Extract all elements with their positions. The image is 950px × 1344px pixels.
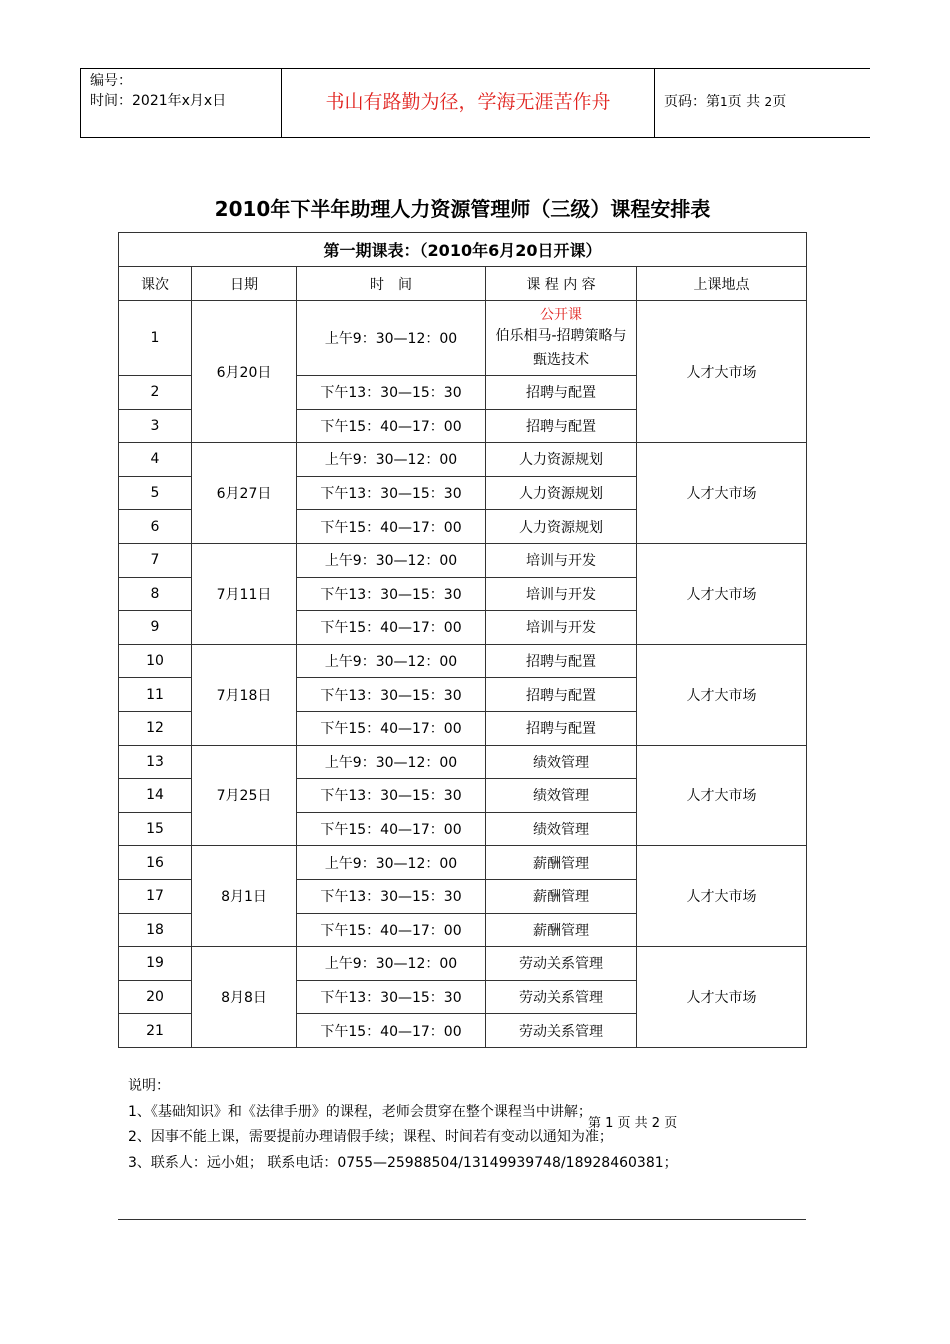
session-time: 上午9：30—12：00 — [297, 543, 486, 577]
session-time: 上午9：30—12：00 — [297, 644, 486, 678]
session-number: 15 — [119, 812, 192, 846]
session-time: 下午15：40—17：00 — [297, 409, 486, 443]
session-number: 1 — [119, 301, 192, 376]
session-topic: 培训与开发 — [486, 543, 637, 577]
session-time: 下午15：40—17：00 — [297, 812, 486, 846]
session-topic: 薪酬管理 — [486, 913, 637, 947]
period-title: 第一期课表：（2010年6月20日开课） — [119, 233, 807, 267]
session-number: 13 — [119, 745, 192, 779]
session-time: 下午15：40—17：00 — [297, 711, 486, 745]
course-schedule-table — [118, 232, 807, 1048]
session-number: 2 — [119, 376, 192, 410]
session-time: 上午9：30—12：00 — [297, 745, 486, 779]
page-overlay-text: 第 1 页 共 2 页 — [588, 1116, 678, 1131]
session-number: 11 — [119, 678, 192, 712]
header-divider — [654, 69, 655, 137]
session-topic: 培训与开发 — [486, 611, 637, 645]
session-location: 人才大市场 — [637, 301, 807, 443]
session-time: 下午13：30—15：30 — [297, 476, 486, 510]
session-topic: 薪酬管理 — [486, 879, 637, 913]
session-topic: 绩效管理 — [486, 779, 637, 813]
session-location: 人才大市场 — [637, 745, 807, 846]
session-topic: 劳动关系管理 — [486, 947, 637, 981]
session-topic: 人力资源规划 — [486, 476, 637, 510]
session-location: 人才大市场 — [637, 644, 807, 745]
session-number: 16 — [119, 846, 192, 880]
session-number: 5 — [119, 476, 192, 510]
document-number-label: 编号： — [90, 73, 132, 89]
session-topic: 招聘与配置 — [486, 678, 637, 712]
session-time: 上午9：30—12：00 — [297, 443, 486, 477]
session-topic: 招聘与配置 — [486, 644, 637, 678]
header-meta — [90, 71, 226, 111]
session-location: 人才大市场 — [637, 543, 807, 644]
session-number: 21 — [119, 1014, 192, 1048]
page-number: 页码：第1页 共 2页 — [664, 94, 787, 110]
session-time: 上午9：30—12：00 — [297, 846, 486, 880]
session-number: 20 — [119, 980, 192, 1014]
session-date: 6月27日 — [192, 443, 297, 544]
session-time: 下午13：30—15：30 — [297, 879, 486, 913]
session-location: 人才大市场 — [637, 947, 807, 1048]
session-topic: 人力资源规划 — [486, 443, 637, 477]
header-divider — [80, 69, 81, 137]
column-header-location: 上课地点 — [637, 267, 807, 301]
column-header-session: 课次 — [119, 267, 192, 301]
session-number: 4 — [119, 443, 192, 477]
session-topic: 招聘与配置 — [486, 711, 637, 745]
session-number: 17 — [119, 879, 192, 913]
session-date: 8月8日 — [192, 947, 297, 1048]
session-topic-text: 伯乐相马-招聘策略与甄选技术 — [495, 328, 627, 368]
note-item: 3、联系人：远小姐； 联系电话：0755—25988504/13149939748/18928460381； — [128, 1154, 678, 1171]
session-number: 7 — [119, 543, 192, 577]
footer-divider — [118, 1219, 806, 1220]
session-topic — [486, 301, 637, 376]
session-topic: 薪酬管理 — [486, 846, 637, 880]
session-number: 14 — [119, 779, 192, 813]
document-title: 2010年下半年助理人力资源管理师（三级）课程安排表 — [214, 197, 711, 221]
document-header — [80, 68, 870, 138]
session-time: 下午15：40—17：00 — [297, 1014, 486, 1048]
session-number: 6 — [119, 510, 192, 544]
table-row — [119, 644, 807, 678]
session-topic: 招聘与配置 — [486, 409, 637, 443]
session-time: 下午13：30—15：30 — [297, 577, 486, 611]
session-topic: 绩效管理 — [486, 745, 637, 779]
session-number: 10 — [119, 644, 192, 678]
session-topic: 劳动关系管理 — [486, 980, 637, 1014]
session-topic: 招聘与配置 — [486, 376, 637, 410]
session-time: 下午13：30—15：30 — [297, 980, 486, 1014]
table-row — [119, 543, 807, 577]
note-item: 1、《基础知识》和《法律手册》的课程，老师会贯穿在整个课程当中讲解； — [128, 1103, 592, 1120]
table-header-row — [119, 267, 807, 301]
table-row — [119, 443, 807, 477]
table-row — [119, 745, 807, 779]
session-time: 下午15：40—17：00 — [297, 510, 486, 544]
session-date: 8月1日 — [192, 846, 297, 947]
session-number: 19 — [119, 947, 192, 981]
period-title-row — [119, 233, 807, 267]
session-date: 6月20日 — [192, 301, 297, 443]
table-row — [119, 846, 807, 880]
session-topic: 人力资源规划 — [486, 510, 637, 544]
session-number: 3 — [119, 409, 192, 443]
note-item: 2、因事不能上课，需要提前办理请假手续；课程、时间若有变动以通知为准； — [128, 1129, 613, 1145]
session-location: 人才大市场 — [637, 846, 807, 947]
session-time: 下午13：30—15：30 — [297, 678, 486, 712]
session-topic: 劳动关系管理 — [486, 1014, 637, 1048]
session-time: 下午13：30—15：30 — [297, 779, 486, 813]
table-row — [119, 947, 807, 981]
session-number: 9 — [119, 611, 192, 645]
session-time: 下午15：40—17：00 — [297, 611, 486, 645]
header-motto: 书山有路勤为径，学海无涯苦作舟 — [325, 91, 611, 113]
open-course-label: 公开课 — [540, 307, 582, 323]
session-time: 上午9：30—12：00 — [297, 301, 486, 376]
session-time: 上午9：30—12：00 — [297, 947, 486, 981]
session-time: 下午13：30—15：30 — [297, 376, 486, 410]
session-date: 7月11日 — [192, 543, 297, 644]
session-date: 7月25日 — [192, 745, 297, 846]
session-date: 7月18日 — [192, 644, 297, 745]
session-number: 18 — [119, 913, 192, 947]
column-header-date: 日期 — [192, 267, 297, 301]
session-topic: 培训与开发 — [486, 577, 637, 611]
session-time: 下午15：40—17：00 — [297, 913, 486, 947]
session-number: 8 — [119, 577, 192, 611]
column-header-content: 课 程 内 容 — [486, 267, 637, 301]
table-row — [119, 301, 807, 376]
column-header-time: 时 间 — [297, 267, 486, 301]
document-time: 时间：2021年x月x日 — [90, 93, 227, 109]
session-number: 12 — [119, 711, 192, 745]
session-topic: 绩效管理 — [486, 812, 637, 846]
notes-heading: 说明： — [128, 1078, 170, 1094]
session-location: 人才大市场 — [637, 443, 807, 544]
